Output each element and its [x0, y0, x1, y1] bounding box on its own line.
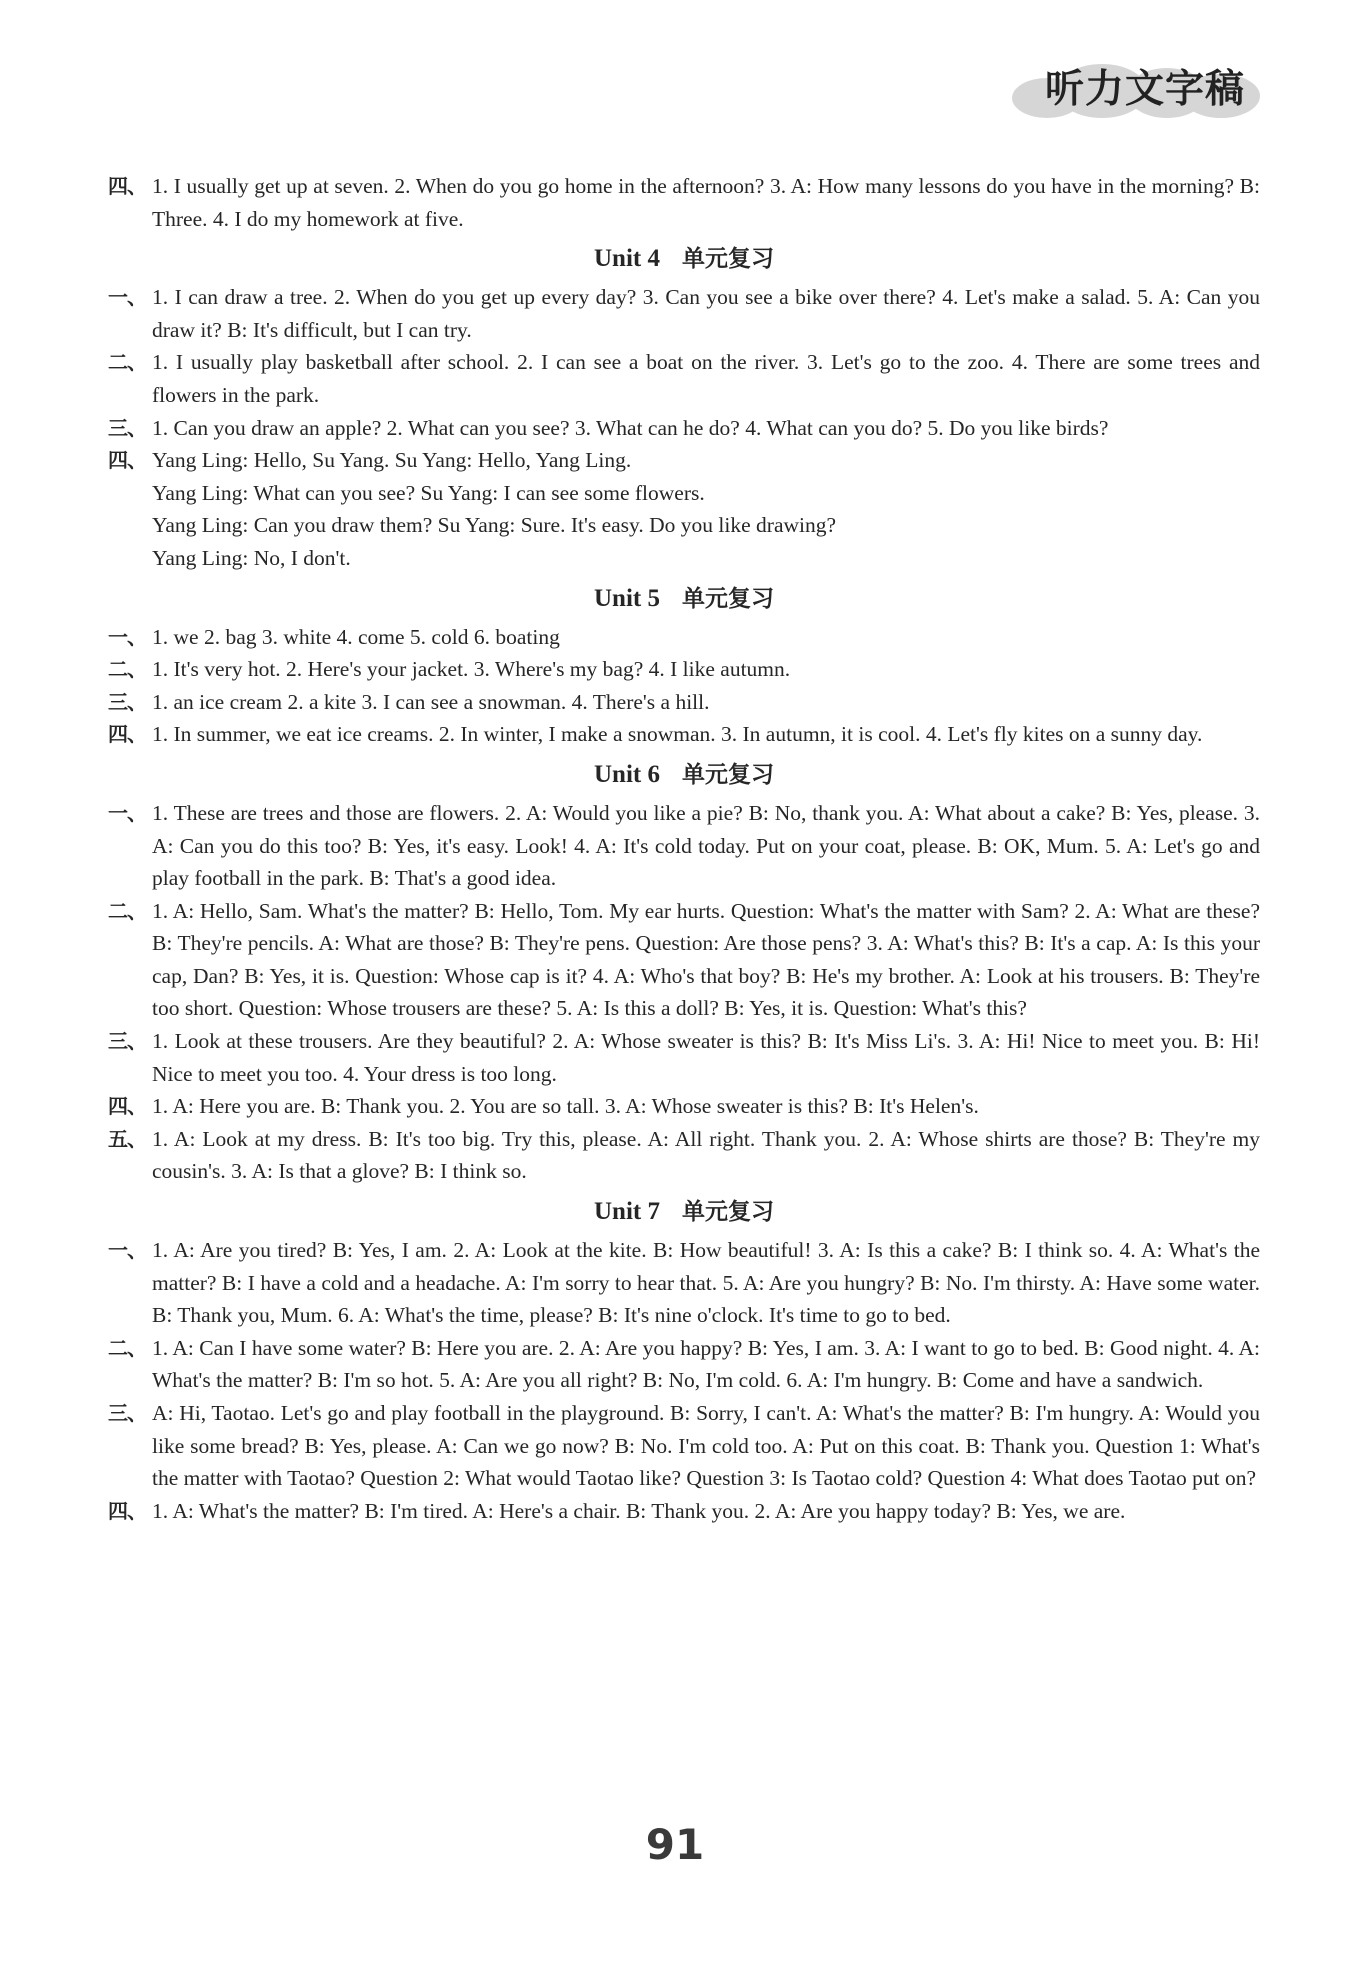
section-marker: 四、 — [108, 1094, 146, 1119]
exercise-section — [108, 1397, 1260, 1495]
section-marker: 二、 — [108, 1335, 146, 1360]
exercise-section — [108, 1123, 1260, 1188]
section-text: 1. Look at these trousers. Are they beautiful? 2. A: Whose sweater is this? B: It's Miss Li's. 3. A: Hi! Nice to meet you. B: Hi! Nice to meet you too. 4. Your dress is too long. — [152, 1029, 1260, 1086]
section-text: 1. A: Hello, Sam. What's the matter? B: Hello, Tom. My ear hurts. Question: What's the matter with Sam? 2. A: What are these? B: They're pencils. A: What are those? B: They're pens. Question: Are those pens? 3. A: What's this? B: It's a cap. A: Is this your cap, Dan? B: Yes, it is. Question: Whose cap is it? 4. A: Who's that boy? B: He's my brother. A: Look at his trousers. B: They're too short. Question: Whose trousers are these? 5. A: Is this a doll? B: Yes, it is. Question: What's this? — [152, 898, 1260, 1021]
section-marker: 四、 — [108, 174, 146, 198]
exercise-section — [108, 895, 1260, 1025]
section-marker: 一、 — [108, 1238, 146, 1263]
section-marker: 五、 — [108, 1126, 146, 1151]
exercise-section — [108, 1090, 1260, 1123]
unit-subtitle: 单元复习 — [681, 585, 774, 612]
section-text: 1. A: What's the matter? B: I'm tired. A: Here's a chair. B: Thank you. 2. A: Are you happy today? B: Yes, we are. — [152, 1498, 1126, 1523]
section-marker: 四、 — [108, 722, 146, 747]
transcript-body — [108, 170, 1260, 1527]
section-text: 1. A: Can I have some water? B: Here you are. 2. A: Are you happy? B: Yes, I am. 3. A: I want to go to bed. B: Good night. 4. A: What's the matter? B: I'm so hot. 5. A: Are you all right? B: No, I'm cold. 6. A: I'm hungry. B: Come and have a sandwich. — [152, 1335, 1260, 1393]
unit-title: Unit 7 — [594, 1198, 660, 1226]
top-section — [108, 170, 1260, 235]
section-marker: 一、 — [108, 800, 146, 825]
unit-title: Unit 5 — [594, 584, 660, 612]
section-marker: 三、 — [108, 1029, 146, 1054]
exercise-section — [108, 621, 1260, 654]
section-text: 1. I usually play basketball after school. 2. I can see a boat on the river. 3. Let's go to the zoo. 4. There are some trees and flowers in the park. — [152, 350, 1260, 407]
exercise-section — [108, 653, 1260, 686]
exercise-section — [108, 1234, 1260, 1332]
unit-subtitle: 单元复习 — [681, 246, 774, 273]
exercise-section — [108, 1495, 1260, 1528]
section-text: 1. A: Look at my dress. B: It's too big. Try this, please. A: All right. Thank you. 2. A: Whose shirts are those? B: They're my cousin's. 3. A: Is that a glove? B: I think so. — [152, 1126, 1260, 1184]
section-marker: 三、 — [108, 415, 146, 440]
section-marker: 一、 — [108, 285, 146, 310]
section-text: 1. I can draw a tree. 2. When do you get up every day? 3. Can you see a bike over there? 4. Let's make a salad. 5. A: Can you draw it? B: It's difficult, but I can try. — [152, 285, 1260, 342]
exercise-section — [108, 797, 1260, 895]
section-text: 1. These are trees and those are flowers. 2. A: Would you like a pie? B: No, thank you. A: What about a cake? B: Yes, please. 3. A: Can you do this too? B: Yes, it's easy. Look! 4. A: It's cold today. Put on your coat, please. B: OK, Mum. 5. A: Let's go and play football in the park. B: That's a good idea. — [152, 800, 1260, 891]
section-text: Yang Ling: Hello, Su Yang. Su Yang: Hello, Yang Ling. — [152, 448, 632, 473]
unit-heading — [108, 757, 1260, 793]
section-marker: 四、 — [108, 448, 146, 473]
exercise-section — [108, 444, 1260, 477]
section-text: 1. we 2. bag 3. white 4. come 5. cold 6. boating — [152, 624, 560, 649]
exercise-section — [108, 412, 1260, 445]
exercise-section — [108, 281, 1260, 346]
exercise-section — [108, 542, 1260, 575]
section-text: 1. In summer, we eat ice creams. 2. In winter, I make a snowman. 3. In autumn, it is cool. 4. Let's fly kites on a sunny day. — [152, 722, 1203, 747]
section-marker: 三、 — [108, 1401, 146, 1425]
exercise-section — [108, 1332, 1260, 1397]
unit-subtitle: 单元复习 — [681, 761, 774, 788]
exercise-section — [108, 718, 1260, 751]
page-number: 91 — [645, 1820, 705, 1869]
unit-subtitle: 单元复习 — [681, 1199, 774, 1226]
unit-heading — [108, 1194, 1260, 1230]
section-marker: 三、 — [108, 689, 146, 714]
section-text: Yang Ling: What can you see? Su Yang: I can see some flowers. — [152, 480, 705, 505]
section-text: 1. A: Here you are. B: Thank you. 2. You are so tall. 3. A: Whose sweater is this? B: It's Helen's. — [152, 1094, 979, 1119]
section-text: Yang Ling: Can you draw them? Su Yang: Sure. It's easy. Do you like drawing? — [152, 513, 837, 538]
section-text: 1. Can you draw an apple? 2. What can you see? 3. What can he do? 4. What can you do? 5. Do you like birds? — [152, 415, 1109, 440]
page-header-title: 听力文字稿 — [1044, 67, 1245, 112]
exercise-section — [108, 477, 1260, 510]
exercise-section — [108, 509, 1260, 542]
unit-title: Unit 4 — [594, 245, 660, 273]
section-marker: 二、 — [108, 657, 146, 682]
unit-title: Unit 6 — [594, 760, 660, 788]
section-text: 1. I usually get up at seven. 2. When do you go home in the afternoon? 3. A: How many lessons do you have in the morning? B: Three. 4. I do my homework at five. — [152, 174, 1260, 231]
exercise-section — [108, 346, 1260, 411]
section-marker: 二、 — [108, 350, 146, 375]
section-text: Yang Ling: No, I don't. — [152, 545, 351, 570]
section-marker: 四、 — [108, 1498, 146, 1523]
section-text: 1. It's very hot. 2. Here's your jacket. 3. Where's my bag? 4. I like autumn. — [152, 657, 791, 682]
section-marker: 一、 — [108, 624, 146, 649]
exercise-section — [108, 686, 1260, 719]
section-marker: 二、 — [108, 898, 146, 923]
exercise-section — [108, 1025, 1260, 1090]
section-text: 1. an ice cream 2. a kite 3. I can see a snowman. 4. There's a hill. — [152, 689, 710, 714]
section-text: 1. A: Are you tired? B: Yes, I am. 2. A: Look at the kite. B: How beautiful! 3. A: Is this a cake? B: I think so. 4. A: What's the matter? B: I have a cold and a headache. A: I'm sorry to hear that. 5. A: Are you hungry? B: No. I'm thirsty. A: Have some water. B: Thank you, Mum. 6. A: What's the time, please? B: It's nine o'clock. It's time to go to bed. — [152, 1238, 1260, 1328]
unit-heading — [108, 581, 1260, 617]
unit-heading — [108, 241, 1260, 277]
section-text: A: Hi, Taotao. Let's go and play football in the playground. B: Sorry, I can't. A: What's the matter? B: I'm hungry. A: Would you like some bread? B: Yes, please. A: Can we go now? B: No. I'm cold too. A: Put on this coat. B: Thank you. Question 1: What's the matter with Taotao? Question 2: What would Taotao like? Question 3: Is Taotao cold? Question 4: What does Taotao put on? — [152, 1401, 1260, 1491]
units-container — [108, 241, 1260, 1527]
